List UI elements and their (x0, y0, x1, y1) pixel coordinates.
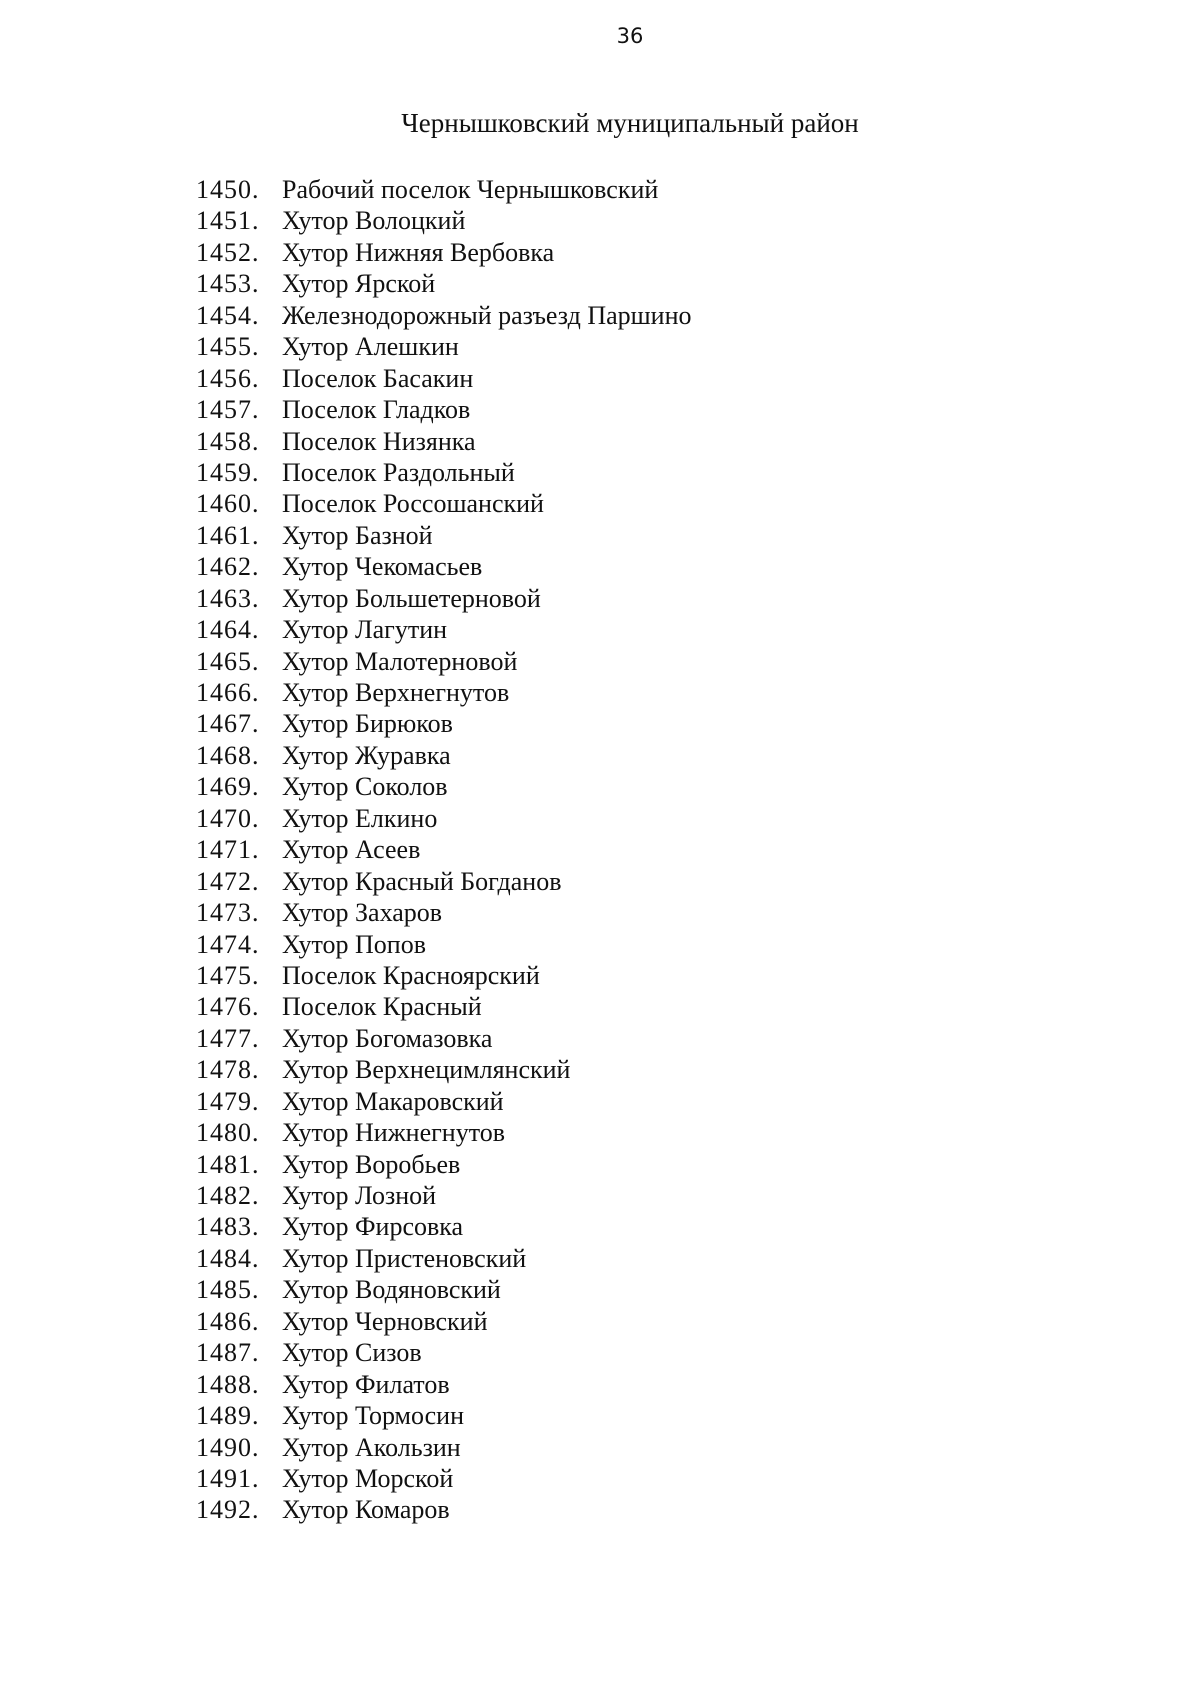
settlement-name: Хутор Акользин (282, 1432, 461, 1462)
settlement-name: Хутор Водяновский (282, 1275, 501, 1305)
settlement-name: Хутор Филатов (282, 1369, 450, 1399)
list-item (0, 646, 1200, 677)
list-item (0, 1149, 1200, 1180)
settlement-name: Хутор Асеев (282, 835, 421, 865)
settlement-name: Поселок Низянка (282, 426, 476, 456)
list-item (0, 708, 1200, 739)
entry-number: 1483. (196, 1212, 260, 1242)
entry-number: 1477. (196, 1023, 260, 1053)
settlement-name: Поселок Басакин (282, 363, 474, 393)
list-item (0, 1306, 1200, 1337)
entry-number: 1464. (196, 615, 260, 645)
entry-number: 1463. (196, 583, 260, 613)
list-item (0, 551, 1200, 582)
list-item (0, 237, 1200, 268)
settlement-name: Хутор Лозной (282, 1181, 437, 1210)
settlement-name: Хутор Нижняя Вербовка (282, 237, 555, 267)
entry-number: 1481. (196, 1149, 260, 1179)
entry-number: 1452. (196, 237, 260, 267)
list-item (0, 174, 1200, 205)
entry-number: 1482. (196, 1181, 260, 1210)
settlement-name: Поселок Красный (282, 992, 482, 1022)
list-item (0, 929, 1200, 960)
settlement-name: Хутор Черновский (282, 1306, 488, 1336)
list-item (0, 803, 1200, 834)
settlement-name: Хутор Пристеновский (282, 1243, 527, 1273)
settlement-name: Хутор Лагутин (282, 615, 448, 645)
entry-number: 1467. (196, 709, 260, 739)
entry-number: 1454. (196, 300, 260, 330)
list-item (0, 740, 1200, 771)
entry-number: 1451. (196, 206, 260, 236)
settlement-name: Поселок Раздольный (282, 457, 515, 487)
settlement-name: Хутор Елкино (282, 803, 438, 833)
list-item (0, 583, 1200, 614)
settlement-name: Рабочий поселок Чернышковский (282, 175, 659, 204)
settlement-name: Хутор Волоцкий (282, 206, 466, 236)
entry-number: 1475. (196, 960, 260, 990)
entry-number: 1469. (196, 772, 260, 802)
list-item (0, 1211, 1200, 1242)
entry-number: 1461. (196, 520, 260, 550)
list-item (0, 488, 1200, 519)
list-item (0, 205, 1200, 236)
list-item (0, 1054, 1200, 1085)
settlement-name: Хутор Журавка (282, 740, 451, 770)
settlement-name: Хутор Большетерновой (282, 583, 541, 613)
settlement-name: Хутор Бирюков (282, 709, 453, 739)
list-item (0, 991, 1200, 1022)
list-item (0, 394, 1200, 425)
settlement-name: Хутор Малотерновой (282, 646, 518, 676)
entry-number: 1468. (196, 740, 260, 770)
list-item (0, 1274, 1200, 1305)
entry-number: 1492. (196, 1495, 260, 1525)
list-item (0, 520, 1200, 551)
settlement-name: Хутор Фирсовка (282, 1212, 464, 1242)
list-item (0, 771, 1200, 802)
settlement-name: Хутор Воробьев (282, 1149, 461, 1179)
settlement-name: Поселок Россошанский (282, 489, 544, 519)
settlement-name: Хутор Морской (282, 1463, 454, 1493)
list-item (0, 1023, 1200, 1054)
settlement-name: Поселок Красноярский (282, 960, 540, 990)
settlement-name: Хутор Нижнегнутов (282, 1118, 505, 1148)
settlement-name: Хутор Базной (282, 520, 433, 550)
entry-number: 1462. (196, 552, 260, 582)
list-item (0, 1117, 1200, 1148)
entry-number: 1459. (196, 457, 260, 487)
list-item (0, 268, 1200, 299)
list-item (0, 1337, 1200, 1368)
settlement-name: Хутор Верхнегнутов (282, 678, 510, 707)
entry-number: 1486. (196, 1306, 260, 1336)
entry-number: 1484. (196, 1243, 260, 1273)
list-item (0, 1180, 1200, 1211)
entry-number: 1466. (196, 678, 260, 707)
list-item (0, 1432, 1200, 1463)
entry-number: 1460. (196, 489, 260, 519)
entry-number: 1476. (196, 992, 260, 1022)
entry-number: 1474. (196, 929, 260, 959)
entry-number: 1479. (196, 1086, 260, 1116)
list-item (0, 457, 1200, 488)
settlement-name: Хутор Соколов (282, 772, 448, 802)
list-item (0, 1086, 1200, 1117)
settlement-name: Хутор Комаров (282, 1495, 450, 1525)
settlement-name: Хутор Богомазовка (282, 1023, 493, 1053)
list-item (0, 1243, 1200, 1274)
entry-number: 1485. (196, 1275, 260, 1305)
entry-number: 1465. (196, 646, 260, 676)
list-item (0, 1400, 1200, 1431)
page-number: 36 (616, 24, 644, 48)
list-item (0, 834, 1200, 865)
entry-number: 1490. (196, 1432, 260, 1462)
list-item (0, 866, 1200, 897)
settlement-name: Хутор Красный Богданов (282, 866, 562, 896)
list-item (0, 331, 1200, 362)
settlement-name: Хутор Попов (282, 929, 426, 959)
entry-number: 1489. (196, 1401, 260, 1431)
list-item (0, 897, 1200, 928)
entry-number: 1456. (196, 363, 260, 393)
settlement-name: Железнодорожный разъезд Паршино (282, 300, 692, 330)
settlement-name: Хутор Тормосин (282, 1401, 465, 1431)
district-heading: Чернышковский муниципальный район (401, 108, 859, 138)
entry-number: 1473. (196, 898, 260, 928)
entry-number: 1472. (196, 866, 260, 896)
settlement-list (0, 174, 1200, 1526)
list-item (0, 1494, 1200, 1525)
entry-number: 1450. (196, 175, 260, 204)
list-item (0, 1369, 1200, 1400)
list-item (0, 426, 1200, 457)
list-item (0, 614, 1200, 645)
entry-number: 1471. (196, 835, 260, 865)
settlement-name: Хутор Захаров (282, 898, 443, 928)
list-item (0, 677, 1200, 708)
entry-number: 1478. (196, 1055, 260, 1085)
list-item (0, 960, 1200, 991)
entry-number: 1488. (196, 1369, 260, 1399)
settlement-name: Хутор Алешкин (282, 332, 459, 362)
entry-number: 1480. (196, 1118, 260, 1148)
entry-number: 1458. (196, 426, 260, 456)
settlement-name: Хутор Сизов (282, 1338, 422, 1368)
settlement-name: Хутор Верхнецимлянский (282, 1055, 571, 1085)
settlement-name: Хутор Чекомасьев (282, 552, 483, 582)
entry-number: 1487. (196, 1338, 260, 1368)
settlement-name: Хутор Макаровский (282, 1086, 504, 1116)
settlement-name: Хутор Ярской (282, 269, 436, 299)
entry-number: 1470. (196, 803, 260, 833)
entry-number: 1453. (196, 269, 260, 299)
list-item (0, 363, 1200, 394)
entry-number: 1457. (196, 395, 260, 425)
entry-number: 1491. (196, 1463, 260, 1493)
entry-number: 1455. (196, 332, 260, 362)
list-item (0, 300, 1200, 331)
settlement-name: Поселок Гладков (282, 395, 471, 425)
list-item (0, 1463, 1200, 1494)
